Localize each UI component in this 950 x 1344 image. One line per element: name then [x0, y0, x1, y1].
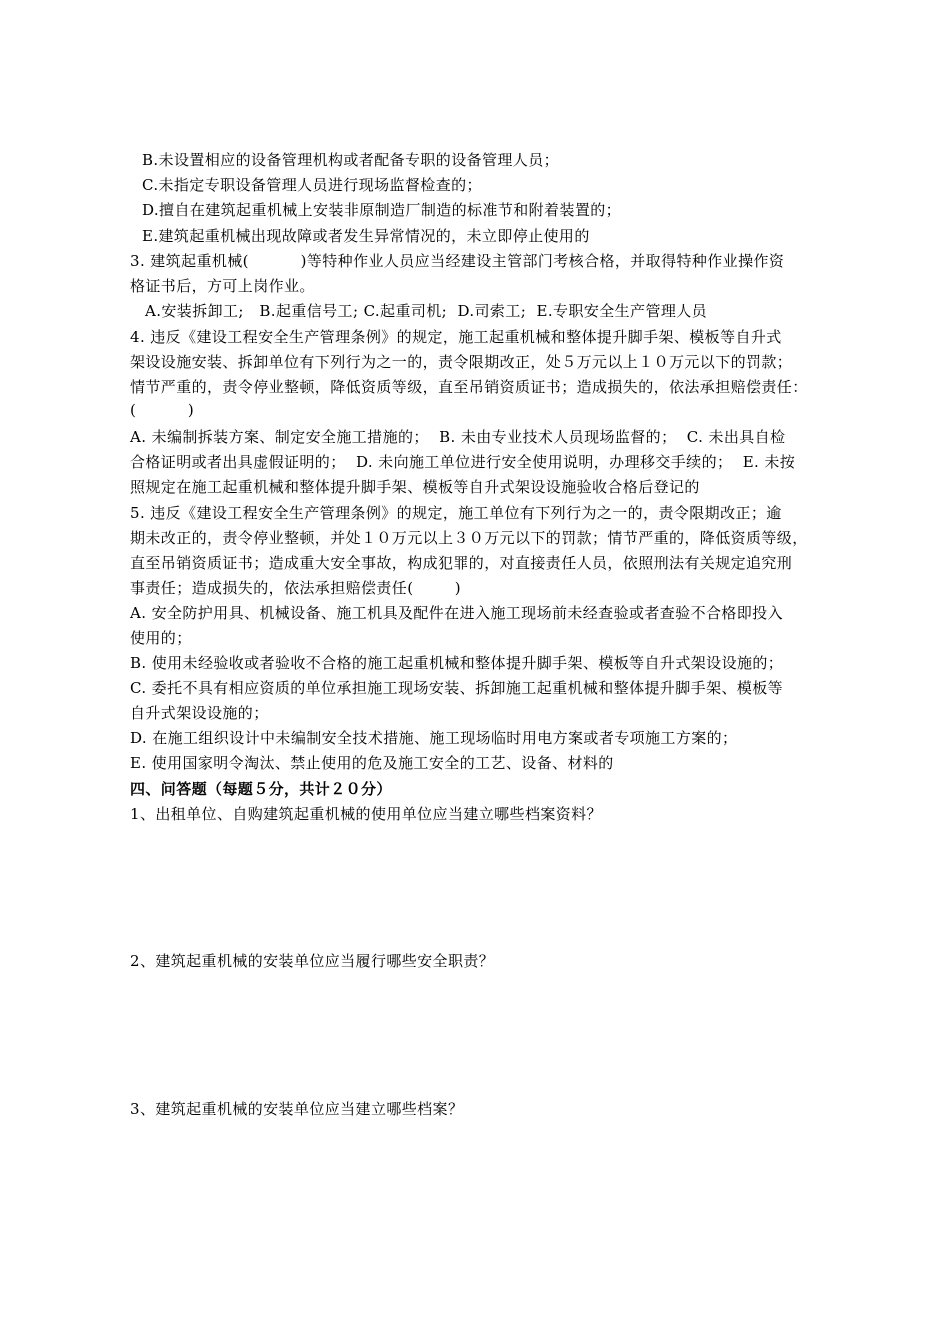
essay-question-2: 2、建筑起重机械的安装单位应当履行哪些安全职责？ — [130, 952, 495, 970]
question-4-line-1: 4. 违反《建设工程安全生产管理条例》的规定，施工起重机械和整体提升脚手架、模板等自升式 — [130, 328, 782, 346]
question-5-line-4: 事责任；造成损失的，依法承担赔偿责任( ) — [130, 579, 462, 597]
question-5-option-e: E. 使用国家明令淘汰、禁止使用的危及施工安全的工艺、设备、材料的 — [130, 754, 614, 772]
question-5-option-d: D. 在施工组织设计中未编制安全技术措施、施工现场临时用电方案或者专项施工方案的； — [130, 729, 738, 747]
question-5-option-b: B. 使用未经验收或者验收不合格的施工起重机械和整体提升脚手架、模板等自升式架设设施的； — [130, 654, 784, 672]
question-5-line-1: 5. 违反《建设工程安全生产管理条例》的规定，施工单位有下列行为之一的，责令限期改正；逾 — [130, 504, 782, 522]
question-5-option-c-line-1: C. 委托不具有相应资质的单位承担施工现场安装、拆卸施工起重机械和整体提升脚手架、模板等 — [130, 679, 784, 697]
option-e-line: E.建筑起重机械出现故障或者发生异常情况的，未立即停止使用的 — [142, 227, 590, 245]
question-3-options: A.安装拆卸工; B.起重信号工; C.起重司机; D.司索工; E.专职安全生产管理人员 — [145, 302, 708, 320]
question-5-option-a-line-1: A. 安全防护用具、机械设备、施工机具及配件在进入施工现场前未经查验或者查验不合格即投入 — [130, 604, 783, 622]
question-3-line-2: 格证书后，方可上岗作业。 — [130, 277, 315, 295]
question-4-answer-blank: ( ) — [130, 401, 195, 419]
question-5-line-3: 直至吊销资质证书；造成重大安全事故，构成犯罪的，对直接责任人员，依照刑法有关规定追究刑 — [130, 554, 793, 572]
question-4-line-2: 架设设施安装、拆卸单位有下列行为之一的，责令限期改正，处５万元以上１０万元以下的罚款； — [130, 353, 793, 371]
question-4-options-line-3: 照规定在施工起重机械和整体提升脚手架、模板等自升式架设设施验收合格后登记的 — [130, 478, 700, 496]
question-4-line-3: 情节严重的，责令停业整顿，降低资质等级，直至吊销资质证书；造成损失的，依法承担赔偿责任： — [130, 378, 808, 396]
question-4-options-line-1: A. 未编制拆装方案、制定安全施工措施的； B. 未由专业技术人员现场监督的； C. 未出具自检 — [130, 428, 786, 446]
option-b-line: B.未设置相应的设备管理机构或者配备专职的设备管理人员； — [142, 151, 559, 169]
option-c-line: C.未指定专职设备管理人员进行现场监督检查的； — [142, 176, 482, 194]
question-3-line-1: 3. 建筑起重机械( )等特种作业人员应当经建设主管部门考核合格，并取得特种作业操作资 — [130, 252, 785, 270]
section-4-heading: 四、问答题（每题５分，共计２０分） — [130, 780, 392, 798]
question-5-option-c-line-2: 自升式架设设施的； — [130, 704, 269, 722]
essay-question-1: 1、出租单位、自购建筑起重机械的使用单位应当建立哪些档案资料？ — [130, 805, 602, 823]
essay-question-3: 3、建筑起重机械的安装单位应当建立哪些档案？ — [130, 1100, 464, 1118]
question-5-line-2: 期未改正的，责令停业整顿，并处１０万元以上３０万元以下的罚款；情节严重的，降低资质等级， — [130, 529, 808, 547]
question-4-options-line-2: 合格证明或者出具虚假证明的； D. 未向施工单位进行安全使用说明，办理移交手续的； E. 未按 — [130, 453, 796, 471]
option-d-line: D.擅自在建筑起重机械上安装非原制造厂制造的标准节和附着装置的； — [142, 201, 622, 219]
question-5-option-a-line-2: 使用的； — [130, 629, 192, 647]
